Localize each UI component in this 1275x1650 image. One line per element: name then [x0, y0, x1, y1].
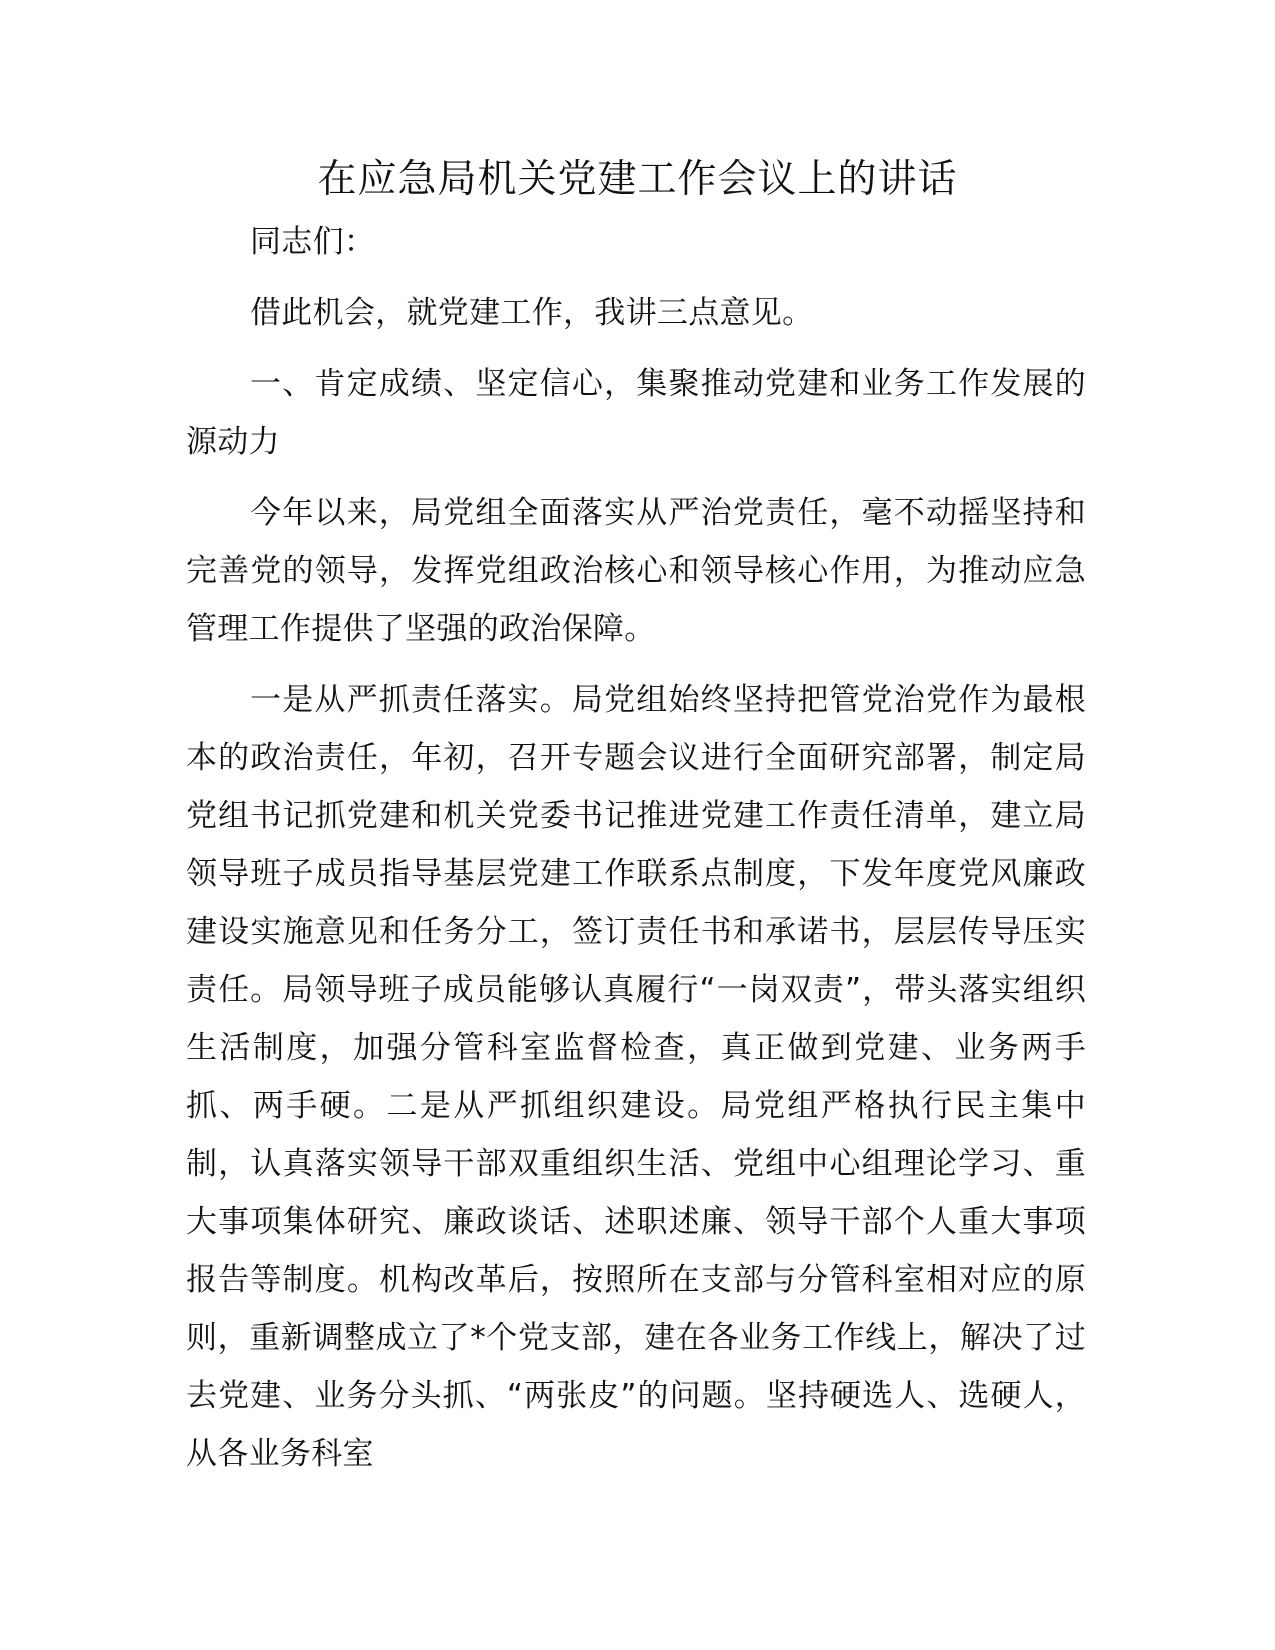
intro-paragraph: 借此机会，就党建工作，我讲三点意见。: [250, 295, 814, 331]
salutation: 同志们：: [250, 224, 376, 260]
body-paragraph-1: 今年以来，局党组全面落实从严治党责任，毫不动摇坚持和完善党的领导，发挥党组政治核心和领导核心作用，为推动应急管理工作提供了坚强的政治保障。: [186, 495, 1086, 647]
body-paragraph-2: 一是从严抓责任落实。局党组始终坚持把管党治党作为最根本的政治责任，年初，召开专题会议进行全面研究部署，制定局党组书记抓党建和机关党委书记推进党建工作责任清单，建立局领导班子成员指导基层党建工作联系点制度，下发年度党风廉政建设实施意见和任务分工，签订责任书和承诺书，层层传导压实责任。局领导班子成员能够认真履行“一岗双责”，带头落实组织生活制度，加强分管科室监督检查，真正做到党建、业务两手抓、两手硬。二是从严抓组织建设。局党组严格执行民主集中制，认真落实领导干部双重组织生活、党组中心组理论学习、重大事项集体研究、廉政谈话、述职述廉、领导干部个人重大事项报告等制度。机构改革后，按照所在支部与分管科室相对应的原则，重新调整成立了*个党支部，建在各业务工作线上，解决了过去党建、业务分头抓、“两张皮”的问题。坚持硬选人、选硬人，从各业务科室: [186, 682, 1086, 1472]
document-body: [186, 213, 1086, 1496]
section-heading-1: 一、肯定成绩、坚定信心，集聚推动党建和业务工作发展的源动力: [186, 366, 1086, 460]
document-title: 在应急局机关党建工作会议上的讲话: [317, 157, 958, 202]
